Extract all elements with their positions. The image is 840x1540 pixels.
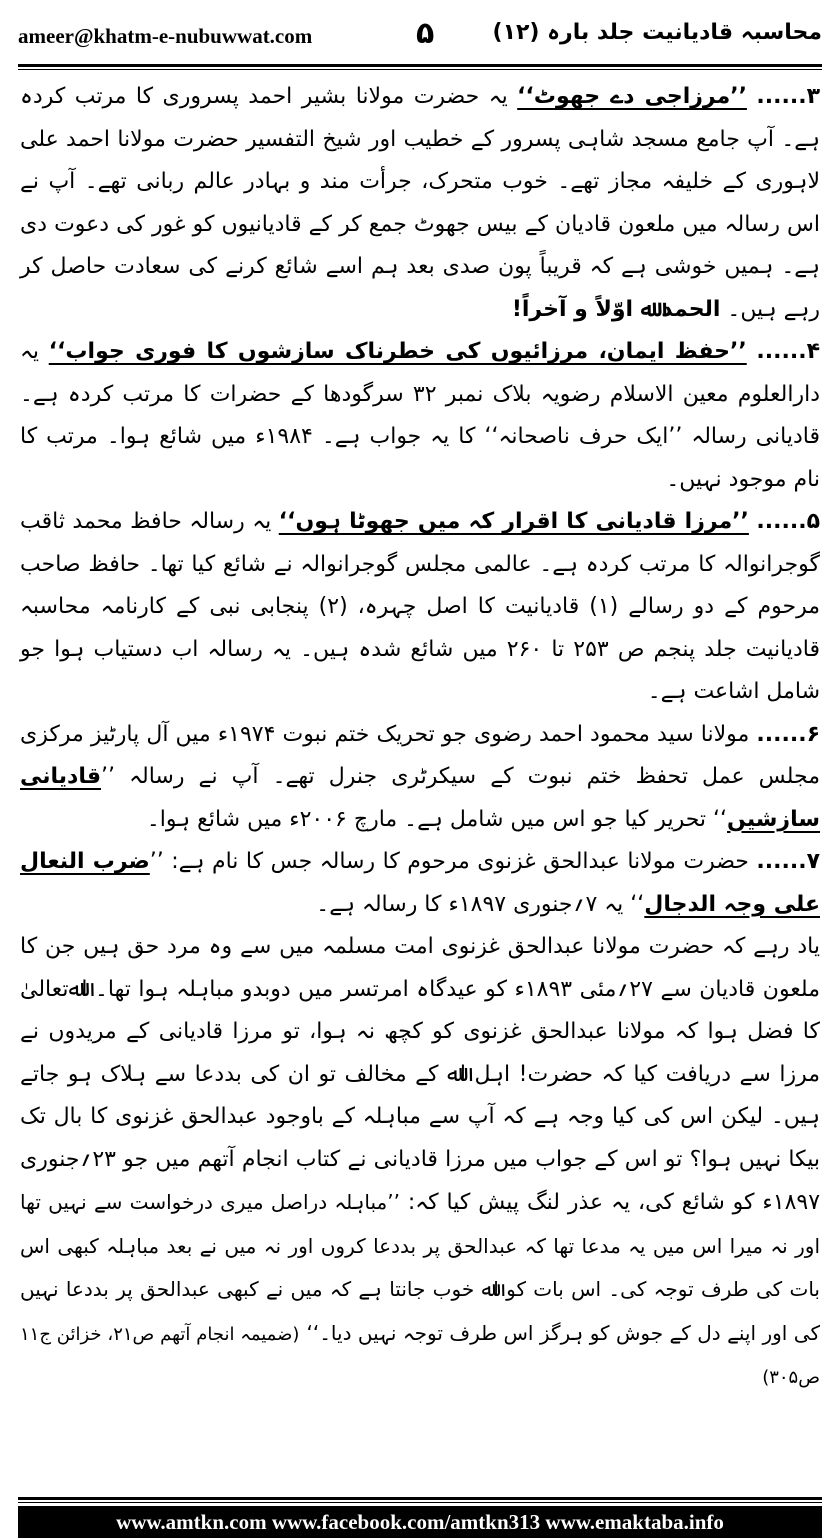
header-rule-thin	[18, 69, 822, 70]
item-title: ’’مرزا قادیانی کا اقرار کہ میں جھوٹا ہوں‘‘	[278, 509, 749, 534]
footer-links: www.amtkn.com www.facebook.com/amtkn313 www.emaktaba.info	[18, 1506, 822, 1538]
item-7	[20, 841, 820, 926]
item-text-after: ‘‘ تحریر کیا جو اس میں شامل ہے۔ مارچ ۲۰۰۶ء میں شائع ہوا۔	[146, 806, 728, 832]
item-text-after: ‘‘ یہ ۷؍جنوری ۱۸۹۷ء کا رسالہ ہے۔	[316, 891, 645, 917]
item-4	[20, 331, 820, 501]
footer-rule-thick	[18, 1497, 822, 1500]
item-number: ۴......	[756, 339, 821, 364]
closing-reference: (ضمیمہ انجام آتھم ص۲۱، خزائن ج۱۱ ص۳۰۵)	[20, 1323, 820, 1388]
page-body	[20, 76, 820, 1400]
item-title: ضرب النعال علی وجہ الدجال	[20, 849, 820, 917]
item-number: ۵......	[756, 509, 820, 534]
header-email: ameer@khatm-e-nubuwwat.com	[18, 24, 313, 48]
item-text-before: حضرت مولانا عبدالحق غزنوی مرحوم کا رسالہ جس کا نام ہے: ’’	[149, 849, 749, 874]
closing-paragraph	[20, 926, 820, 1400]
book-title: محاسبہ قادیانیت جلد بارہ (۱۲)	[492, 20, 822, 45]
item-number: ۳......	[756, 84, 820, 109]
item-text: یہ دارالعلوم معین الاسلام رضویہ بلاک نمبر ۳۲ سرگودھا کے حضرات کا مرتب کردہ ہے۔ قادیانی رسالہ ’’ایک حرف ناصحانہ‘‘ کا یہ جواب ہے۔ ۱۹۸۴ء میں شائع ہوا۔ مرتب کا نام موجود نہیں۔	[20, 339, 821, 492]
item-closing: الحمد ﷲ اوّلاً و آخراً!	[511, 296, 721, 322]
page-number: ۵	[416, 16, 435, 51]
closing-quote: ’’مباہلہ دراصل میری درخواست سے نہیں تھا اور نہ میرا اس میں یہ مدعا تھا کہ عبدالحق پر بددعا کروں اور نہ میں نے بعد مباہلہ کبھی اس بات کی طرف توجہ کی۔ اس بات کو اﷲ خوب جانتا ہے کہ میں نے کبھی عبدالحق پر بددعا نہیں کی اور اپنے دل کے جوش کو ہرگز اس طرف توجہ نہیں دیا۔‘‘	[20, 1190, 820, 1345]
item-number: ۶......	[756, 721, 820, 747]
item-title: ’’حفظ ایمان، مرزائیوں کی خطرناک سازشوں کا فوری جواب‘‘	[48, 339, 747, 364]
item-6	[20, 714, 820, 842]
item-3	[20, 76, 820, 331]
item-number: ۷......	[756, 849, 821, 874]
header-rule-thick	[18, 64, 822, 67]
page-header	[18, 18, 822, 62]
closing-text: یاد رہے کہ حضرت مولانا عبدالحق غزنوی امت مسلمہ میں سے وہ مرد حق ہیں جن کا ملعون قادیان سے ۲۷؍مئی ۱۸۹۳ء کو عیدگاہ امرتسر میں دوبدو مباہلہ ہوا تھا۔ اﷲتعالیٰ کا فضل ہوا کہ مولانا عبدالحق غزنوی کو کچھ نہ ہوا، تو مرزا قادیانی کے مریدوں نے مرزا سے دریافت کیا کہ حضرت! اہل اﷲ کے مخالف تو ان کی بددعا سے ہلاک ہو جاتے ہیں۔ لیکن اس کی کیا وجہ ہے کہ آپ سے مباہلہ کے باوجود عبدالحق غزنوی کا بال تک بیکا نہیں ہوا؟ تو اس کے جواب میں مرزا قادیانی نے کتاب انجام آتھم میں جو ۲۳؍جنوری ۱۸۹۷ء کو شائع کی، یہ عذر لنگ پیش کیا کہ:	[20, 934, 821, 1215]
item-title: ’’مرزاجی دے جھوٹ‘‘	[517, 84, 747, 109]
item-text: یہ حضرت مولانا بشیر احمد پسروری کا مرتب کردہ ہے۔ آپ جامع مسجد شاہی پسرور کے خطیب اور شیخ التفسیر حضرت مولانا احمد علی لاہوری کے خلیفہ مجاز تھے۔ خوب متحرک، جرأت مند و بہادر عالم ربانی تھے۔ آپ نے اس رسالہ میں ملعون قادیان کے بیس جھوٹ جمع کر کے قادیانیوں کو غور کی دعوت دی ہے۔ ہمیں خوشی ہے کہ قریباً پون صدی بعد ہم اسے شائع کرنے کی سعادت حاصل کر رہے ہیں۔	[20, 84, 820, 322]
footer-rule-thin	[18, 1502, 822, 1503]
item-text-before: مولانا سید محمود احمد رضوی جو تحریک ختم نبوت ۱۹۷۴ء میں آل پارٹیز مرکزی مجلس عمل تحفظ ختم نبوت کے سیکرٹری جنرل تھے۔ آپ نے رسالہ ’’	[20, 721, 820, 789]
item-title: قادیانی سازشیں	[20, 764, 820, 832]
item-5	[20, 501, 820, 714]
item-text: یہ رسالہ حافظ محمد ثاقب گوجرانوالہ کا مرتب کردہ ہے۔ عالمی مجلس گوجرانوالہ نے شائع کیا تھا۔ حافظ صاحب مرحوم کے دو رسالے (۱) قادیانیت کا اصل چہرہ، (۲) پنجابی نبی کے کارنامہ محاسبہ قادیانیت جلد پنجم ص ۲۵۳ تا ۲۶۰ میں شائع شدہ ہیں۔ یہ رسالہ اب دستیاب ہوا جو شامل اشاعت ہے۔	[20, 509, 821, 704]
